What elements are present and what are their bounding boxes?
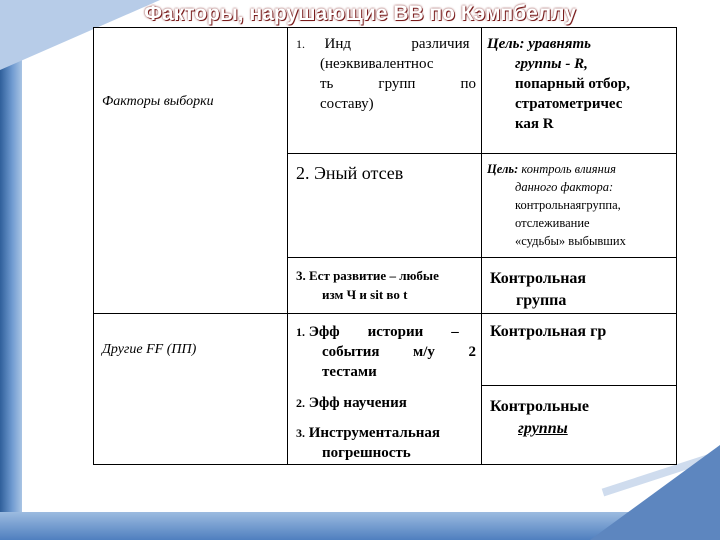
goal-line: кая R <box>515 116 554 132</box>
goal-line: контрольнаягруппа, <box>515 198 621 212</box>
row-divider-1 <box>287 153 677 154</box>
factor-line: Инд различия <box>324 36 470 52</box>
factor-history-effect <box>296 322 476 382</box>
goal-line: «судьбы» выбывших <box>515 234 626 248</box>
group-label-sampling: Факторы выборки <box>102 94 214 109</box>
factor-number: 2. <box>296 163 310 183</box>
factor-number: 3. <box>296 426 305 440</box>
factor-text: Эный отсев <box>314 163 404 183</box>
goal-line: группы <box>518 420 568 437</box>
goal-line: попарный отбор, <box>515 76 630 92</box>
goal-line: контроль влияния <box>521 162 616 176</box>
goal-line: уравнять <box>528 36 591 52</box>
factor-number: 1. <box>296 37 305 51</box>
factor-line: Эфф истории – <box>308 324 459 340</box>
goal-line: отслеживание <box>515 216 590 230</box>
goal-line: группа <box>516 292 567 309</box>
factor-line: Ест развитие – любые <box>309 268 439 283</box>
factor-line: события м/у 2 <box>322 344 476 360</box>
column-divider-2 <box>481 28 482 465</box>
factor-individual-differences <box>296 34 476 114</box>
goal-equalize-groups <box>487 34 673 134</box>
goal-line: группы - R, <box>515 56 588 72</box>
goal-control-influence <box>487 160 673 250</box>
factor-line: ть групп по <box>320 76 476 92</box>
goal-line: Контрольные <box>490 398 590 415</box>
factor-line: (неэквивалентнос <box>320 56 434 72</box>
factor-number: 3. <box>296 268 306 283</box>
factor-attrition <box>296 163 476 184</box>
row-divider-3 <box>94 313 677 314</box>
factor-number: 2. <box>296 396 305 410</box>
factor-line: тестами <box>322 364 377 380</box>
factor-number: 1. <box>296 325 305 339</box>
goal-line: Контрольная <box>490 270 587 287</box>
row-divider-4 <box>481 385 677 386</box>
goal-line: стратометричес <box>515 96 623 112</box>
column-divider-1 <box>287 28 288 465</box>
group-label-other-factors: Другие FF (ПП) <box>102 342 197 357</box>
factor-line: погрешность <box>322 445 411 461</box>
goal-control-groups <box>490 396 676 440</box>
factor-learning-effect <box>296 395 476 412</box>
goal-line: данного фактора: <box>515 180 614 194</box>
factor-natural-development <box>296 266 478 304</box>
goal-control-group <box>490 268 676 312</box>
factor-line: составу) <box>320 96 374 112</box>
slide-title: Факторы, нарушающие ВВ по Кэмпбеллу <box>144 2 576 25</box>
factors-table <box>93 27 677 465</box>
factor-line: изм Ч и sit во t <box>322 287 408 302</box>
goal-label: Цель: <box>487 36 525 52</box>
row-divider-2 <box>287 257 677 258</box>
factor-instrumental-error <box>296 423 476 463</box>
left-decorative-bar <box>0 0 22 540</box>
factor-text: Эфф научения <box>308 395 407 411</box>
goal-control-group-short: Контрольная гр <box>490 323 607 340</box>
goal-label: Цель: <box>487 162 519 176</box>
factor-line: Инструментальная <box>308 425 441 441</box>
